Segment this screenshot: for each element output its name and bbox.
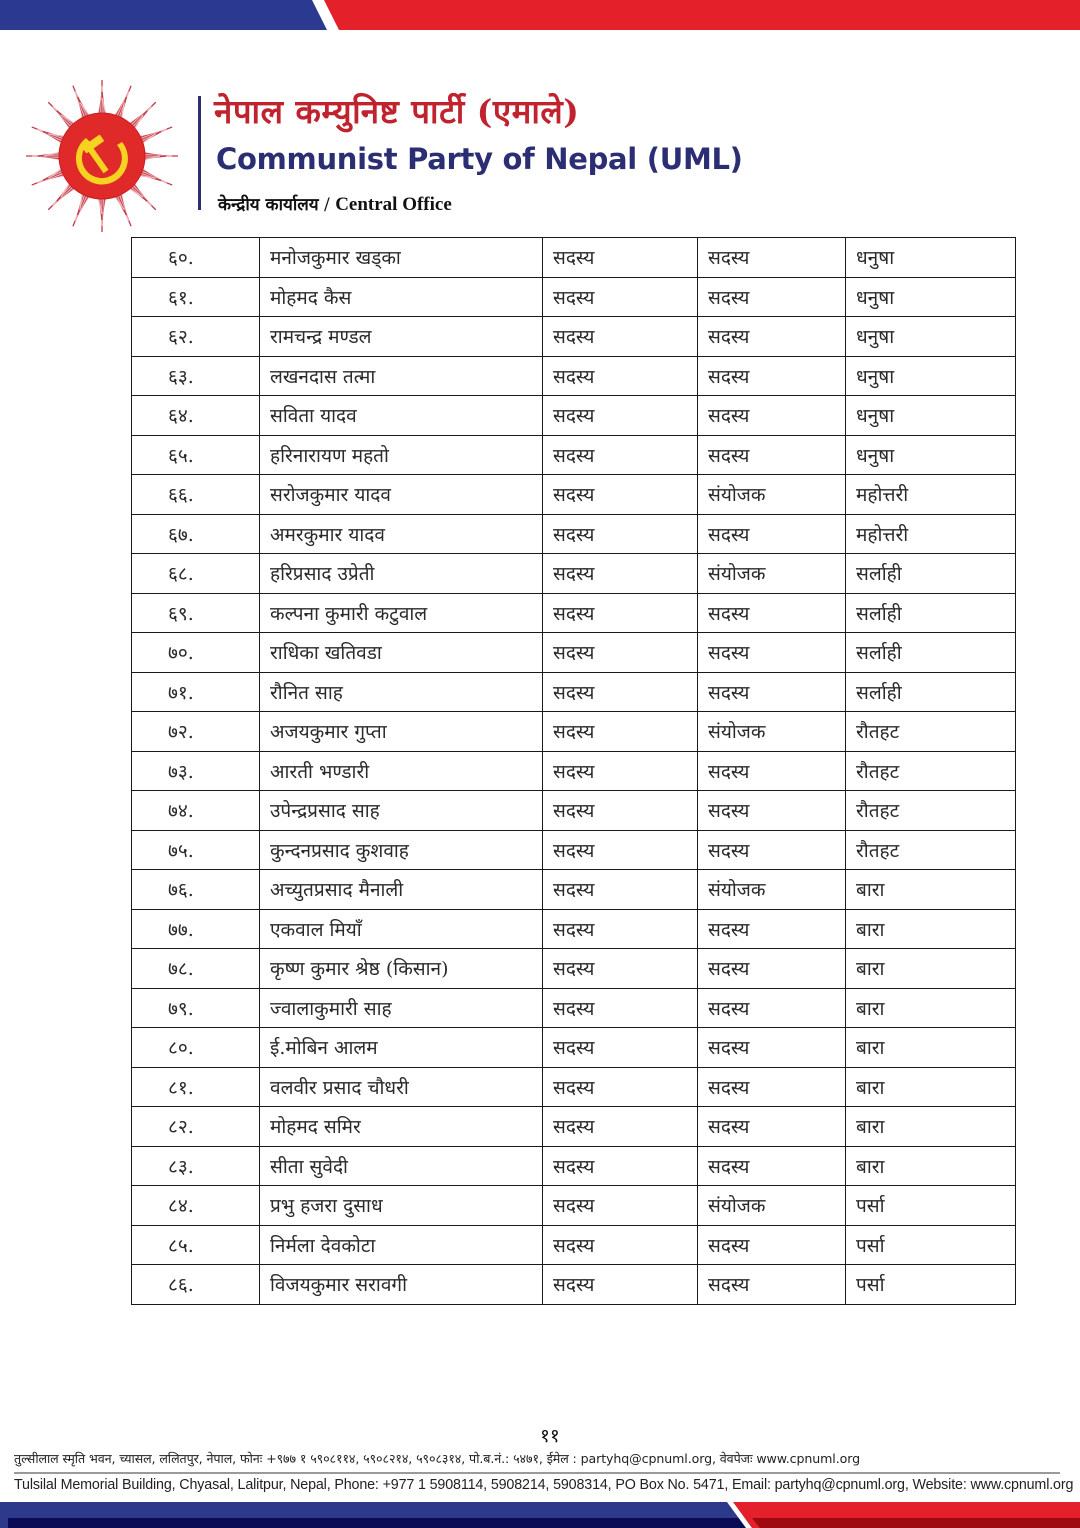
table-row xyxy=(132,277,1016,317)
table-row xyxy=(132,1225,1016,1265)
district-cell: बारा xyxy=(846,1146,1016,1186)
serial-number-cell: ७६. xyxy=(132,870,260,910)
serial-number-cell: ७१. xyxy=(132,672,260,712)
office-separator: / xyxy=(318,195,336,215)
serial-number-cell: ६९. xyxy=(132,593,260,633)
committee-role-cell: सदस्य xyxy=(698,593,846,633)
central-role-cell: सदस्य xyxy=(543,1028,698,1068)
district-cell: धनुषा xyxy=(846,317,1016,357)
serial-number-cell: ८५. xyxy=(132,1225,260,1265)
committee-role-cell: संयोजक xyxy=(698,475,846,515)
central-role-cell: सदस्य xyxy=(543,514,698,554)
member-name-cell: कृष्ण कुमार श्रेष्ठ (किसान) xyxy=(260,949,543,989)
member-name-cell: विजयकुमार सरावगी xyxy=(260,1265,543,1305)
serial-number-cell: ८४. xyxy=(132,1186,260,1226)
committee-role-cell: सदस्य xyxy=(698,435,846,475)
committee-role-cell: संयोजक xyxy=(698,870,846,910)
central-role-cell: सदस्य xyxy=(543,949,698,989)
committee-role-cell: सदस्य xyxy=(698,672,846,712)
committee-role-cell: संयोजक xyxy=(698,1186,846,1226)
serial-number-cell: ८०. xyxy=(132,1028,260,1068)
serial-number-cell: ६१. xyxy=(132,277,260,317)
central-role-cell: सदस्य xyxy=(543,1107,698,1147)
district-cell: बारा xyxy=(846,988,1016,1028)
serial-number-cell: ८१. xyxy=(132,1067,260,1107)
district-cell: रौतहट xyxy=(846,712,1016,752)
district-cell: रौतहट xyxy=(846,830,1016,870)
table-row xyxy=(132,475,1016,515)
committee-role-cell: सदस्य xyxy=(698,1225,846,1265)
district-cell: महोत्तरी xyxy=(846,475,1016,515)
central-role-cell: सदस्य xyxy=(543,1225,698,1265)
committee-role-cell: सदस्य xyxy=(698,317,846,357)
district-cell: धनुषा xyxy=(846,396,1016,436)
table-row xyxy=(132,633,1016,673)
member-name-cell: वलवीर प्रसाद चौधरी xyxy=(260,1067,543,1107)
central-role-cell: सदस्य xyxy=(543,317,698,357)
district-cell: पर्सा xyxy=(846,1265,1016,1305)
table-row xyxy=(132,593,1016,633)
office-nepali: केन्द्रीय कार्यालय xyxy=(218,195,319,215)
district-cell: पर्सा xyxy=(846,1225,1016,1265)
table-row xyxy=(132,554,1016,594)
table-row xyxy=(132,672,1016,712)
member-name-cell: ई.मोबिन आलम xyxy=(260,1028,543,1068)
table-row xyxy=(132,870,1016,910)
district-cell: सर्लाही xyxy=(846,554,1016,594)
committee-role-cell: सदस्य xyxy=(698,1265,846,1305)
district-cell: बारा xyxy=(846,949,1016,989)
member-name-cell: ज्वालाकुमारी साह xyxy=(260,988,543,1028)
central-role-cell: सदस्य xyxy=(543,909,698,949)
party-title-nepali: नेपाल कम्युनिष्ट पार्टी (एमाले) xyxy=(214,92,580,131)
serial-number-cell: ६५. xyxy=(132,435,260,475)
member-name-cell: प्रभु हजरा दुसाध xyxy=(260,1186,543,1226)
central-role-cell: सदस्य xyxy=(543,1265,698,1305)
committee-role-cell: सदस्य xyxy=(698,791,846,831)
serial-number-cell: ६३. xyxy=(132,356,260,396)
table-row xyxy=(132,751,1016,791)
table-row xyxy=(132,514,1016,554)
member-name-cell: सरोजकुमार यादव xyxy=(260,475,543,515)
district-cell: महोत्तरी xyxy=(846,514,1016,554)
member-name-cell: उपेन्द्रप्रसाद साह xyxy=(260,791,543,831)
central-role-cell: सदस्य xyxy=(543,672,698,712)
central-role-cell: सदस्य xyxy=(543,554,698,594)
serial-number-cell: ६७. xyxy=(132,514,260,554)
member-name-cell: अच्युतप्रसाद मैनाली xyxy=(260,870,543,910)
table-row xyxy=(132,791,1016,831)
member-name-cell: सविता यादव xyxy=(260,396,543,436)
table-row xyxy=(132,356,1016,396)
central-role-cell: सदस्य xyxy=(543,830,698,870)
bottom-brand-stripe xyxy=(0,1502,1080,1528)
central-role-cell: सदस्य xyxy=(543,396,698,436)
member-name-cell: सीता सुवेदी xyxy=(260,1146,543,1186)
member-name-cell: कुन्दनप्रसाद कुशवाह xyxy=(260,830,543,870)
district-cell: बारा xyxy=(846,1028,1016,1068)
member-name-cell: राधिका खतिवडा xyxy=(260,633,543,673)
committee-role-cell: संयोजक xyxy=(698,712,846,752)
table-row xyxy=(132,988,1016,1028)
committee-role-cell: सदस्य xyxy=(698,1107,846,1147)
serial-number-cell: ७३. xyxy=(132,751,260,791)
table-row xyxy=(132,238,1016,278)
committee-role-cell: सदस्य xyxy=(698,1028,846,1068)
district-cell: धनुषा xyxy=(846,238,1016,278)
serial-number-cell: ७५. xyxy=(132,830,260,870)
table-row xyxy=(132,435,1016,475)
member-name-cell: हरिप्रसाद उप्रेती xyxy=(260,554,543,594)
committee-role-cell: सदस्य xyxy=(698,751,846,791)
table-body xyxy=(132,238,1016,1305)
central-role-cell: सदस्य xyxy=(543,1186,698,1226)
table-row xyxy=(132,1265,1016,1305)
central-role-cell: सदस्य xyxy=(543,435,698,475)
central-role-cell: सदस्य xyxy=(543,633,698,673)
member-name-cell: रामचन्द्र मण्डल xyxy=(260,317,543,357)
serial-number-cell: ७९. xyxy=(132,988,260,1028)
central-role-cell: सदस्य xyxy=(543,1067,698,1107)
central-role-cell: सदस्य xyxy=(543,356,698,396)
member-name-cell: एकवाल मियाँ xyxy=(260,909,543,949)
serial-number-cell: ८६. xyxy=(132,1265,260,1305)
member-name-cell: अमरकुमार यादव xyxy=(260,514,543,554)
serial-number-cell: ८३. xyxy=(132,1146,260,1186)
central-role-cell: सदस्य xyxy=(543,988,698,1028)
table-row xyxy=(132,1107,1016,1147)
member-name-cell: मनोजकुमार खड्का xyxy=(260,238,543,278)
serial-number-cell: ७४. xyxy=(132,791,260,831)
table-row xyxy=(132,396,1016,436)
table-row xyxy=(132,830,1016,870)
footer-address-english: Tulsilal Memorial Building, Chyasal, Lalitpur, Nepal, Phone: +977 1 5908114, 5908214, 5908314, PO Box No. 5471, Email: partyhq@cpnuml.org, Website: www.cpnuml.org xyxy=(14,1477,1074,1493)
serial-number-cell: ६२. xyxy=(132,317,260,357)
district-cell: पर्सा xyxy=(846,1186,1016,1226)
serial-number-cell: ७८. xyxy=(132,949,260,989)
committee-members-table xyxy=(131,237,1016,1305)
serial-number-cell: ६०. xyxy=(132,238,260,278)
committee-role-cell: सदस्य xyxy=(698,830,846,870)
district-cell: सर्लाही xyxy=(846,593,1016,633)
member-name-cell: निर्मला देवकोटा xyxy=(260,1225,543,1265)
committee-role-cell: सदस्य xyxy=(698,909,846,949)
table-row xyxy=(132,317,1016,357)
table-row xyxy=(132,949,1016,989)
central-role-cell: सदस्य xyxy=(543,751,698,791)
footer-divider xyxy=(14,1472,1060,1474)
member-name-cell: लखनदास तत्मा xyxy=(260,356,543,396)
table-row xyxy=(132,712,1016,752)
member-name-cell: कल्पना कुमारी कटुवाल xyxy=(260,593,543,633)
office-english: Central Office xyxy=(335,194,452,215)
committee-role-cell: सदस्य xyxy=(698,1067,846,1107)
committee-role-cell: संयोजक xyxy=(698,554,846,594)
central-role-cell: सदस्य xyxy=(543,593,698,633)
table-row xyxy=(132,1146,1016,1186)
member-name-cell: अजयकुमार गुप्ता xyxy=(260,712,543,752)
committee-role-cell: सदस्य xyxy=(698,633,846,673)
serial-number-cell: ६६. xyxy=(132,475,260,515)
table-row xyxy=(132,1028,1016,1068)
district-cell: धनुषा xyxy=(846,435,1016,475)
office-subtitle xyxy=(218,192,452,216)
district-cell: बारा xyxy=(846,909,1016,949)
central-role-cell: सदस्य xyxy=(543,712,698,752)
committee-role-cell: सदस्य xyxy=(698,396,846,436)
committee-role-cell: सदस्य xyxy=(698,238,846,278)
member-name-cell: आरती भण्डारी xyxy=(260,751,543,791)
district-cell: सर्लाही xyxy=(846,672,1016,712)
district-cell: बारा xyxy=(846,1107,1016,1147)
central-role-cell: सदस्य xyxy=(543,238,698,278)
page-number: ११ xyxy=(540,1425,560,1447)
central-role-cell: सदस्य xyxy=(543,475,698,515)
district-cell: धनुषा xyxy=(846,277,1016,317)
district-cell: बारा xyxy=(846,870,1016,910)
top-brand-stripe xyxy=(0,0,1080,32)
table-row xyxy=(132,909,1016,949)
party-title-english: Communist Party of Nepal (UML) xyxy=(216,142,743,176)
member-name-cell: रौनित साह xyxy=(260,672,543,712)
committee-role-cell: सदस्य xyxy=(698,949,846,989)
serial-number-cell: ६८. xyxy=(132,554,260,594)
footer-address-nepali: तुल्सीलाल स्मृति भवन, च्यासल, ललितपुर, नेपाल, फोनः +९७७ १ ५९०८११४, ५९०८२१४, ५९०८३१४, पो.ब.नं.: ५४७१, ईमेल : partyhq@cpnuml.org, वेवपेजः www.cpnuml.org xyxy=(14,1451,860,1466)
header-divider xyxy=(198,96,201,210)
serial-number-cell: ७७. xyxy=(132,909,260,949)
committee-role-cell: सदस्य xyxy=(698,277,846,317)
serial-number-cell: ७२. xyxy=(132,712,260,752)
district-cell: धनुषा xyxy=(846,356,1016,396)
central-role-cell: सदस्य xyxy=(543,277,698,317)
party-emblem-logo xyxy=(24,78,180,234)
serial-number-cell: ६४. xyxy=(132,396,260,436)
table-row xyxy=(132,1067,1016,1107)
district-cell: बारा xyxy=(846,1067,1016,1107)
table-row xyxy=(132,1186,1016,1226)
district-cell: रौतहट xyxy=(846,791,1016,831)
committee-role-cell: सदस्य xyxy=(698,988,846,1028)
district-cell: रौतहट xyxy=(846,751,1016,791)
committee-role-cell: सदस्य xyxy=(698,514,846,554)
central-role-cell: सदस्य xyxy=(543,791,698,831)
committee-role-cell: सदस्य xyxy=(698,1146,846,1186)
serial-number-cell: ७०. xyxy=(132,633,260,673)
central-role-cell: सदस्य xyxy=(543,870,698,910)
member-name-cell: हरिनारायण महतो xyxy=(260,435,543,475)
member-name-cell: मोहमद समिर xyxy=(260,1107,543,1147)
member-name-cell: मोहमद कैस xyxy=(260,277,543,317)
central-role-cell: सदस्य xyxy=(543,1146,698,1186)
district-cell: सर्लाही xyxy=(846,633,1016,673)
committee-role-cell: सदस्य xyxy=(698,356,846,396)
serial-number-cell: ८२. xyxy=(132,1107,260,1147)
